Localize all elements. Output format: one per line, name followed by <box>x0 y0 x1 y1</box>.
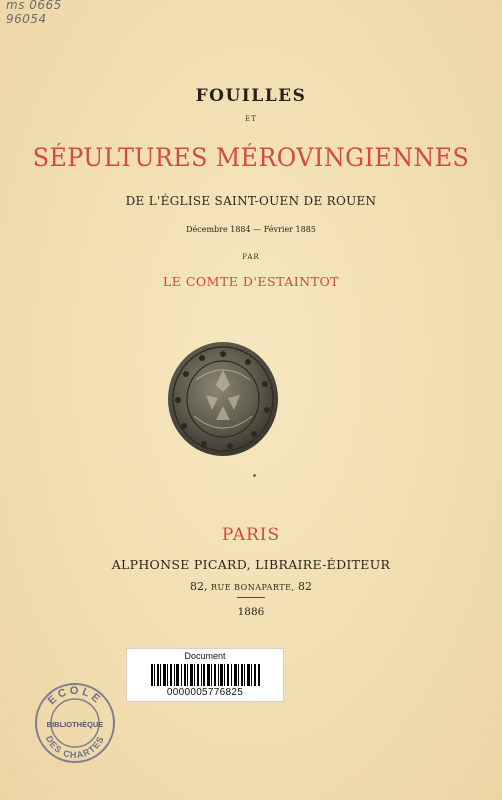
title-fouilles: FOUILLES <box>195 86 307 106</box>
subtitle: DE L'ÉGLISE SAINT-OUEN DE ROUEN <box>125 194 377 208</box>
barcode-image <box>151 664 261 686</box>
svg-text:ECOLE <box>46 685 105 707</box>
main-title: SÉPULTURES MÉROVINGIENNES <box>32 143 470 172</box>
handwritten-number: 96054 <box>6 12 47 26</box>
label-title: Document <box>184 651 226 661</box>
ornament-dot <box>253 474 256 477</box>
address-number: 82, <box>189 580 208 593</box>
address-number-2: 82 <box>298 580 313 593</box>
divider-rule <box>237 597 265 598</box>
address-street: RUE BONAPARTE, <box>210 583 295 592</box>
author-name: LE COMTE D'ESTAINTOT <box>162 274 340 289</box>
by-label: PAR <box>242 253 260 261</box>
date-range: Décembre 1884 — Février 1885 <box>186 225 316 234</box>
stamp-middle-text: BIBLIOTHÈQUE <box>46 720 104 729</box>
title-et: ET <box>245 115 257 123</box>
stamp-top-text: ECOLE <box>45 684 105 708</box>
publication-year: 1886 <box>237 606 265 618</box>
publisher-name: ALPHONSE PICARD, LIBRAIRE-ÉDITEUR <box>111 557 391 572</box>
stamp-bottom-text: DES CHARTES <box>43 734 107 761</box>
library-stamp-image <box>34 682 116 764</box>
library-barcode-label <box>126 648 284 702</box>
imprint-city: PARIS <box>221 525 281 545</box>
merovingian-medallion-image <box>166 340 280 458</box>
handwritten-shelfmark: ms 0665 <box>6 0 62 12</box>
barcode-number: 0000005776825 <box>166 687 244 698</box>
publisher-address <box>0 580 502 593</box>
